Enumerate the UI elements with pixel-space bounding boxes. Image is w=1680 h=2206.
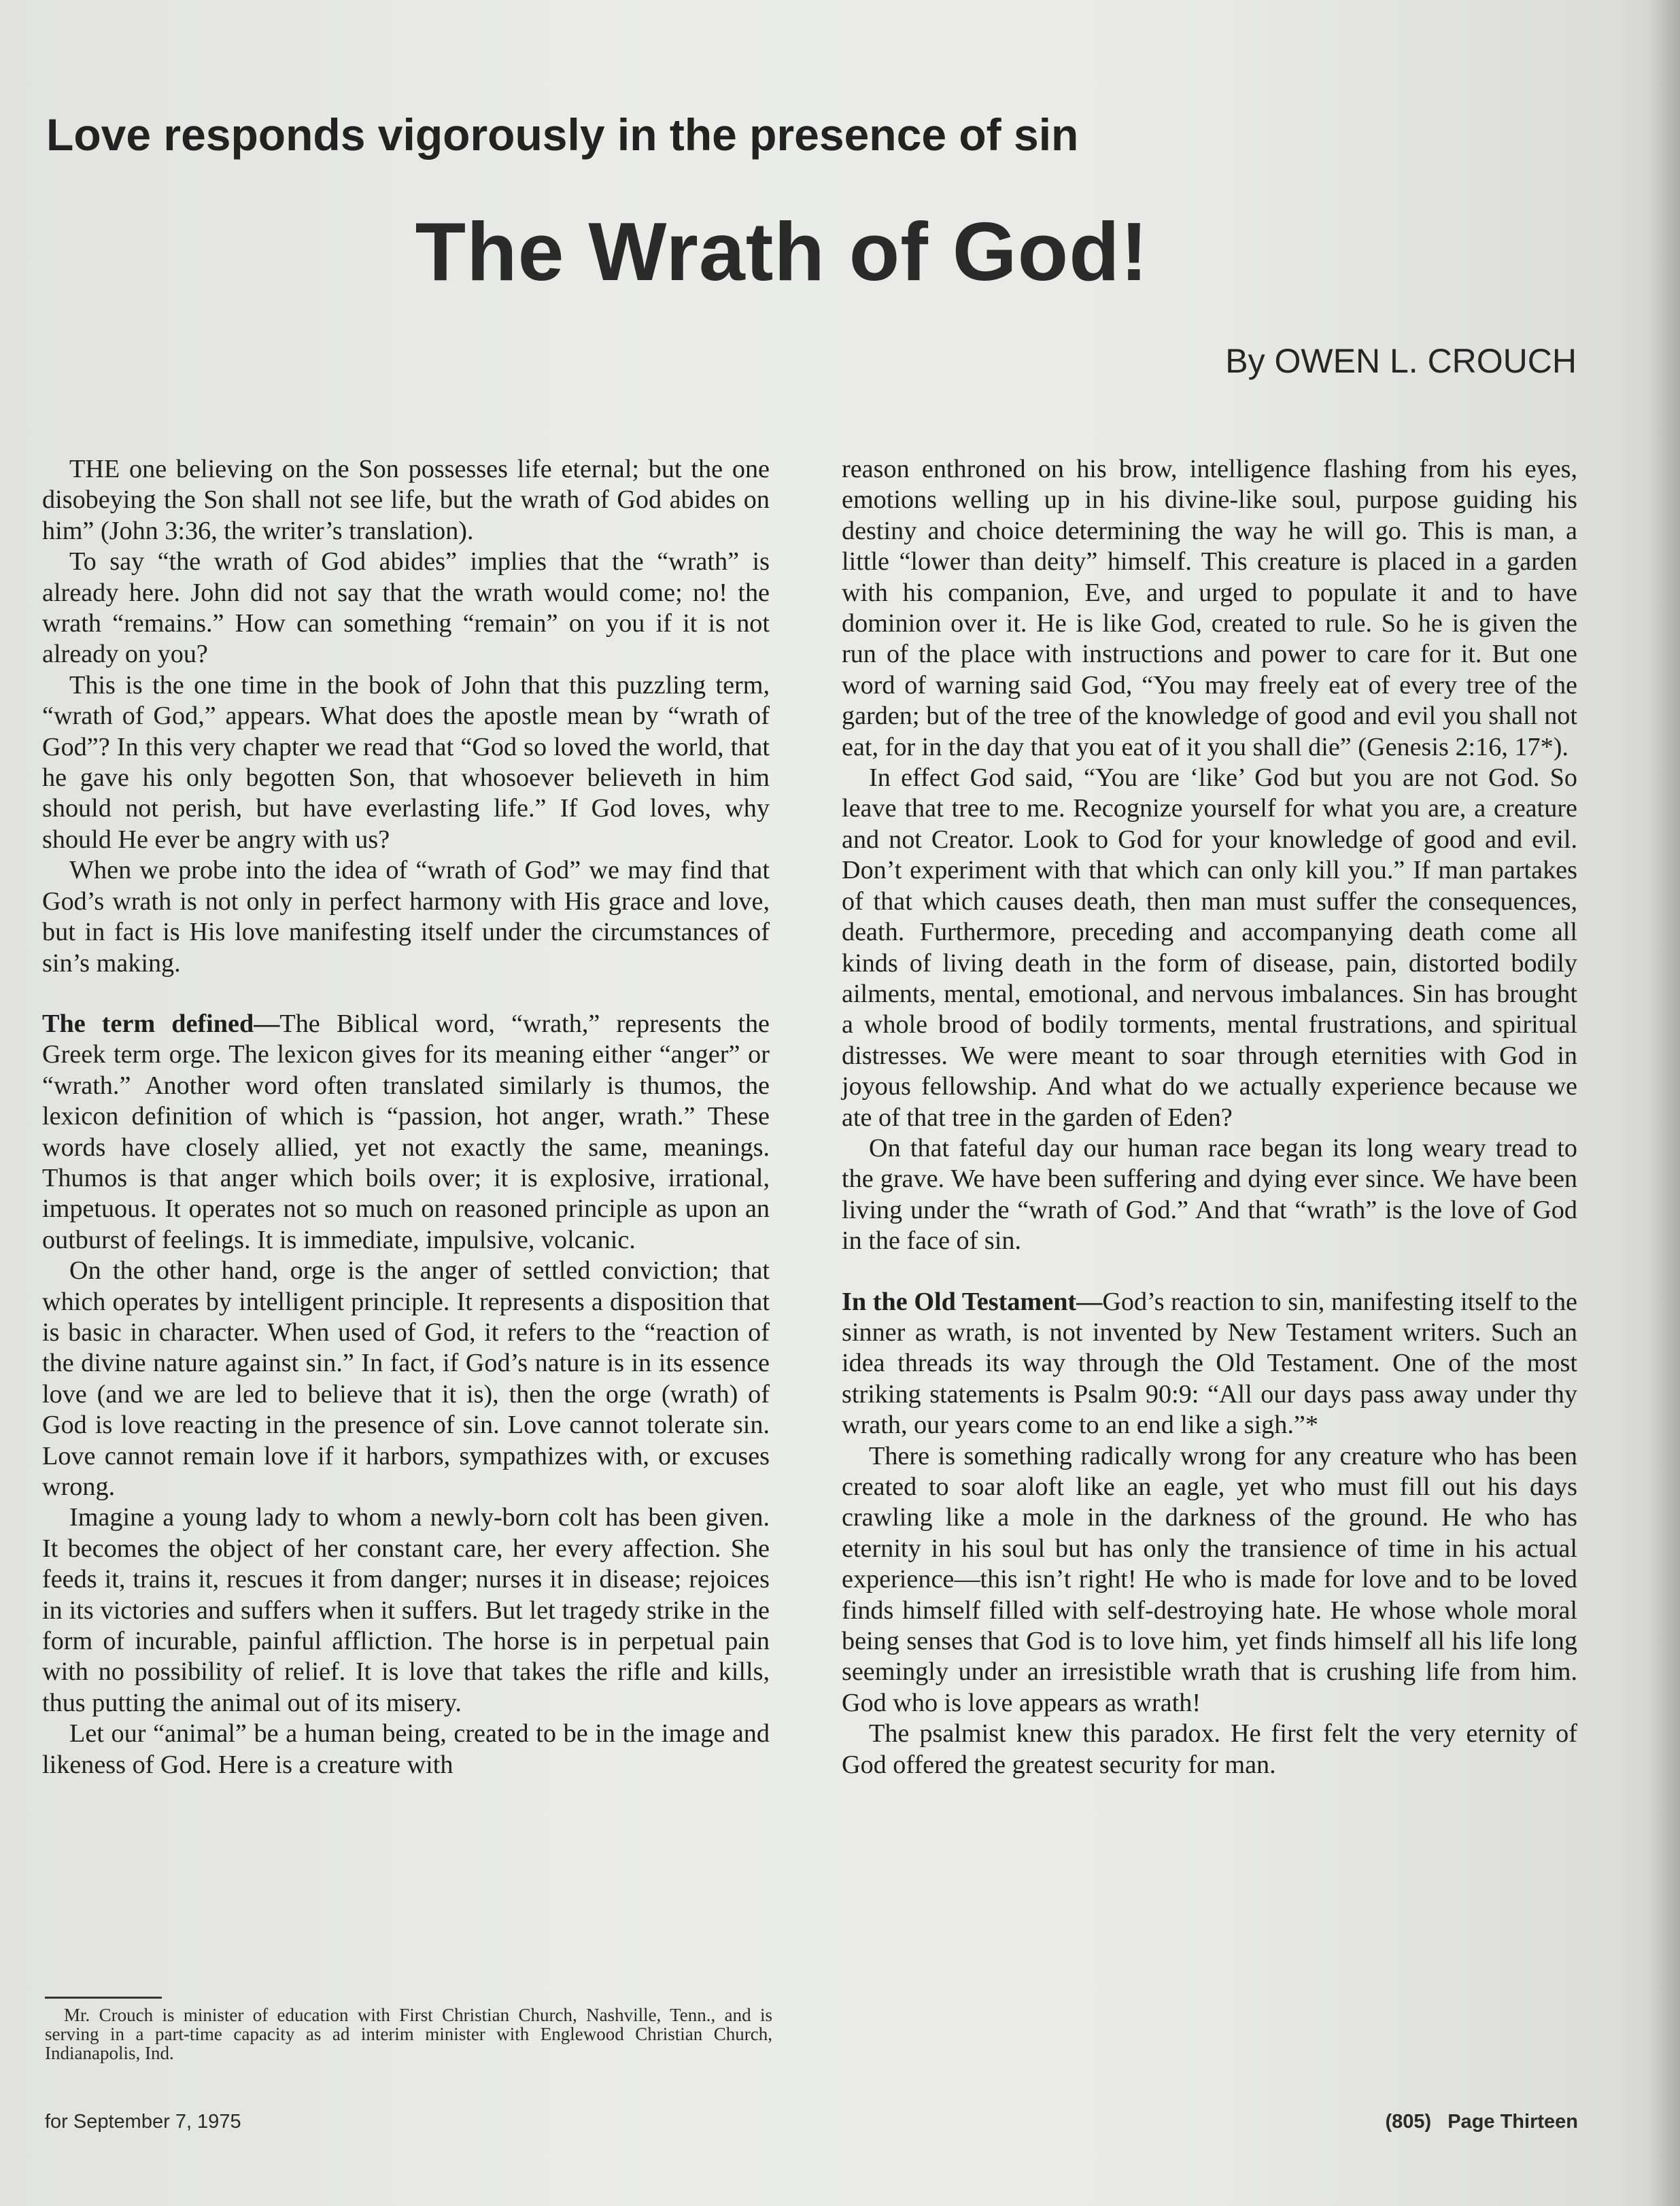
section-heading: In the Old Testament—	[842, 1287, 1103, 1316]
paragraph: The psalmist knew this paradox. He first felt the very eternity of God offered the greatest security for man.	[842, 1719, 1577, 1779]
paragraph: This is the one time in the book of John that this puzzling term, “wrath of God,” appears. What does the apostle mean by “wrath of God”? In this very chapter we read that “God so loved the world, that he gave his only begotten Son, that whosoever believeth in him should not perish, but have everlasting life.” If God loves, why should He ever be angry with us?	[42, 670, 770, 854]
left-column	[42, 454, 770, 1780]
paragraph: The Biblical word, “wrath,” represents the Greek term orge. The lexicon gives for its meaning either “anger” or “wrath.” Another word often translated similarly is thumos, the lexicon definition of which is “passion, hot anger, wrath.” These words have closely allied, yet not exactly the same, meanings. Thumos is that anger which boils over; it is explosive, irrational, impetuous. It operates not so much on reasoned principle as upon an outburst of feelings. It is immediate, impulsive, volcanic.	[42, 1009, 770, 1254]
paragraph: On the other hand, orge is the anger of settled conviction; that which operates by intelligent principle. It represents a disposition that is basic in character. When used of God, it refers to the “reaction of the divine nature against sin.” In fact, if God’s nature is in its essence love (and we are led to believe that it is), then the orge (wrath) of God is love reacting in the presence of sin. Love cannot tolerate sin. Love cannot remain love if it harbors, sympathizes with, or excuses wrong.	[42, 1256, 770, 1501]
paragraph: Let our “animal” be a human being, created to be in the image and likeness of God. Here is a creature with	[42, 1719, 770, 1779]
footnote-divider	[45, 1997, 162, 1999]
footer-page	[1386, 2111, 1578, 2133]
section-heading: The term defined—	[42, 1009, 280, 1038]
paragraph: THE one believing on the Son possesses life eternal; but the one disobeying the Son shall not see life, but the wrath of God abides on him” (John 3:36, the writer’s translation).	[42, 455, 770, 545]
paragraph: There is something radically wrong for any creature who has been created to soar aloft like an eagle, yet who must fill out his days crawling like a mole in the darkness of the ground. He who has eternity in his soul but has only the transience of time in his actual experience—this isn’t right! He who is made for love and to be loved finds himself filled with self-destroying hate. He whose whole moral being senses that God is to love him, yet finds himself all his life long seemingly under an irresistible wrath that is crushing life from him. God who is love appears as wrath!	[842, 1441, 1577, 1717]
article-kicker: Love responds vigorously in the presence of sin	[46, 109, 1079, 160]
article-title: The Wrath of God!	[415, 205, 1149, 298]
footer-page-number: (805)	[1385, 2111, 1432, 2133]
footer-date: for September 7, 1975	[45, 2111, 241, 2133]
paragraph: reason enthroned on his brow, intelligence flashing from his eyes, emotions welling up in his divine-like soul, purpose guiding his destiny and choice determining the way he will go. This is man, a little “lower than deity” himself. This creature is placed in a garden with his companion, Eve, and urged to populate it and to have dominion over it. He is like God, created to rule. So he is given the run of the place with instructions and power to care for it. But one word of warning said God, “You may freely eat of every tree of the garden; but of the tree of the knowledge of good and evil you shall not eat, for in the day that you eat of it you shall die” (Genesis 2:16, 17*).	[842, 455, 1577, 761]
author-footnote: Mr. Crouch is minister of education with First Christian Church, Nashville, Tenn., and is serving in a part-time capacity as ad interim minister with Englewood Christian Church, Indianapolis, Ind.	[45, 2005, 772, 2063]
paragraph: God’s reaction to sin, manifesting itself to the sinner as wrath, is not invented by New Testament writers. Such an idea threads its way through the Old Testament. One of the most striking statements is Psalm 90:9: “All our days pass away under thy wrath, our years come to an end like a sigh.”*	[842, 1287, 1577, 1440]
paragraph: On that fateful day our human race began its long weary tread to the grave. We have been suffering and dying ever since. We have been living under the “wrath of God.” And that “wrath” is the love of God in the face of sin.	[842, 1133, 1577, 1256]
right-column	[842, 454, 1577, 1780]
footer-page-label: Page Thirteen	[1447, 2111, 1578, 2133]
paragraph: When we probe into the idea of “wrath of God” we may find that God’s wrath is not only in perfect harmony with His grace and love, but in fact is His love manifesting itself under the circumstances of sin’s making.	[42, 856, 770, 978]
paragraph: In effect God said, “You are ‘like’ God but you are not God. So leave that tree to me. Recognize yourself for what you are, a creature and not Creator. Look to God for your knowledge of good and evil. Don’t experiment with that which can only kill you.” If man partakes of that which causes death, then man must suffer the consequences, death. Furthermore, preceding and accompanying death come all kinds of living death in the form of disease, pain, distorted bodily ailments, mental, emotional, and nervous imbalances. Sin has brought a whole brood of bodily torments, mental frustrations, and spiritual distresses. We were meant to soar through eternities with God in joyous fellowship. And what do we actually experience because we ate of that tree in the garden of Eden?	[842, 763, 1577, 1132]
paragraph: To say “the wrath of God abides” implies that the “wrath” is already here. John did not say that the wrath would come; no! the wrath “remains.” How can something “remain” on you if it is not already on you?	[42, 547, 770, 669]
page-edge-shadow	[1649, 0, 1680, 2206]
paragraph: Imagine a young lady to whom a newly-born colt has been given. It becomes the object of her constant care, her every affection. She feeds it, trains it, rescues it from danger; nurses it in disease; rejoices in its victories and suffers when it suffers. But let tragedy strike in the form of incurable, painful affliction. The horse is in perpetual pain with no possibility of relief. It is love that takes the rifle and kills, thus putting the animal out of its misery.	[42, 1503, 770, 1717]
article-byline: By OWEN L. CROUCH	[1225, 342, 1577, 380]
